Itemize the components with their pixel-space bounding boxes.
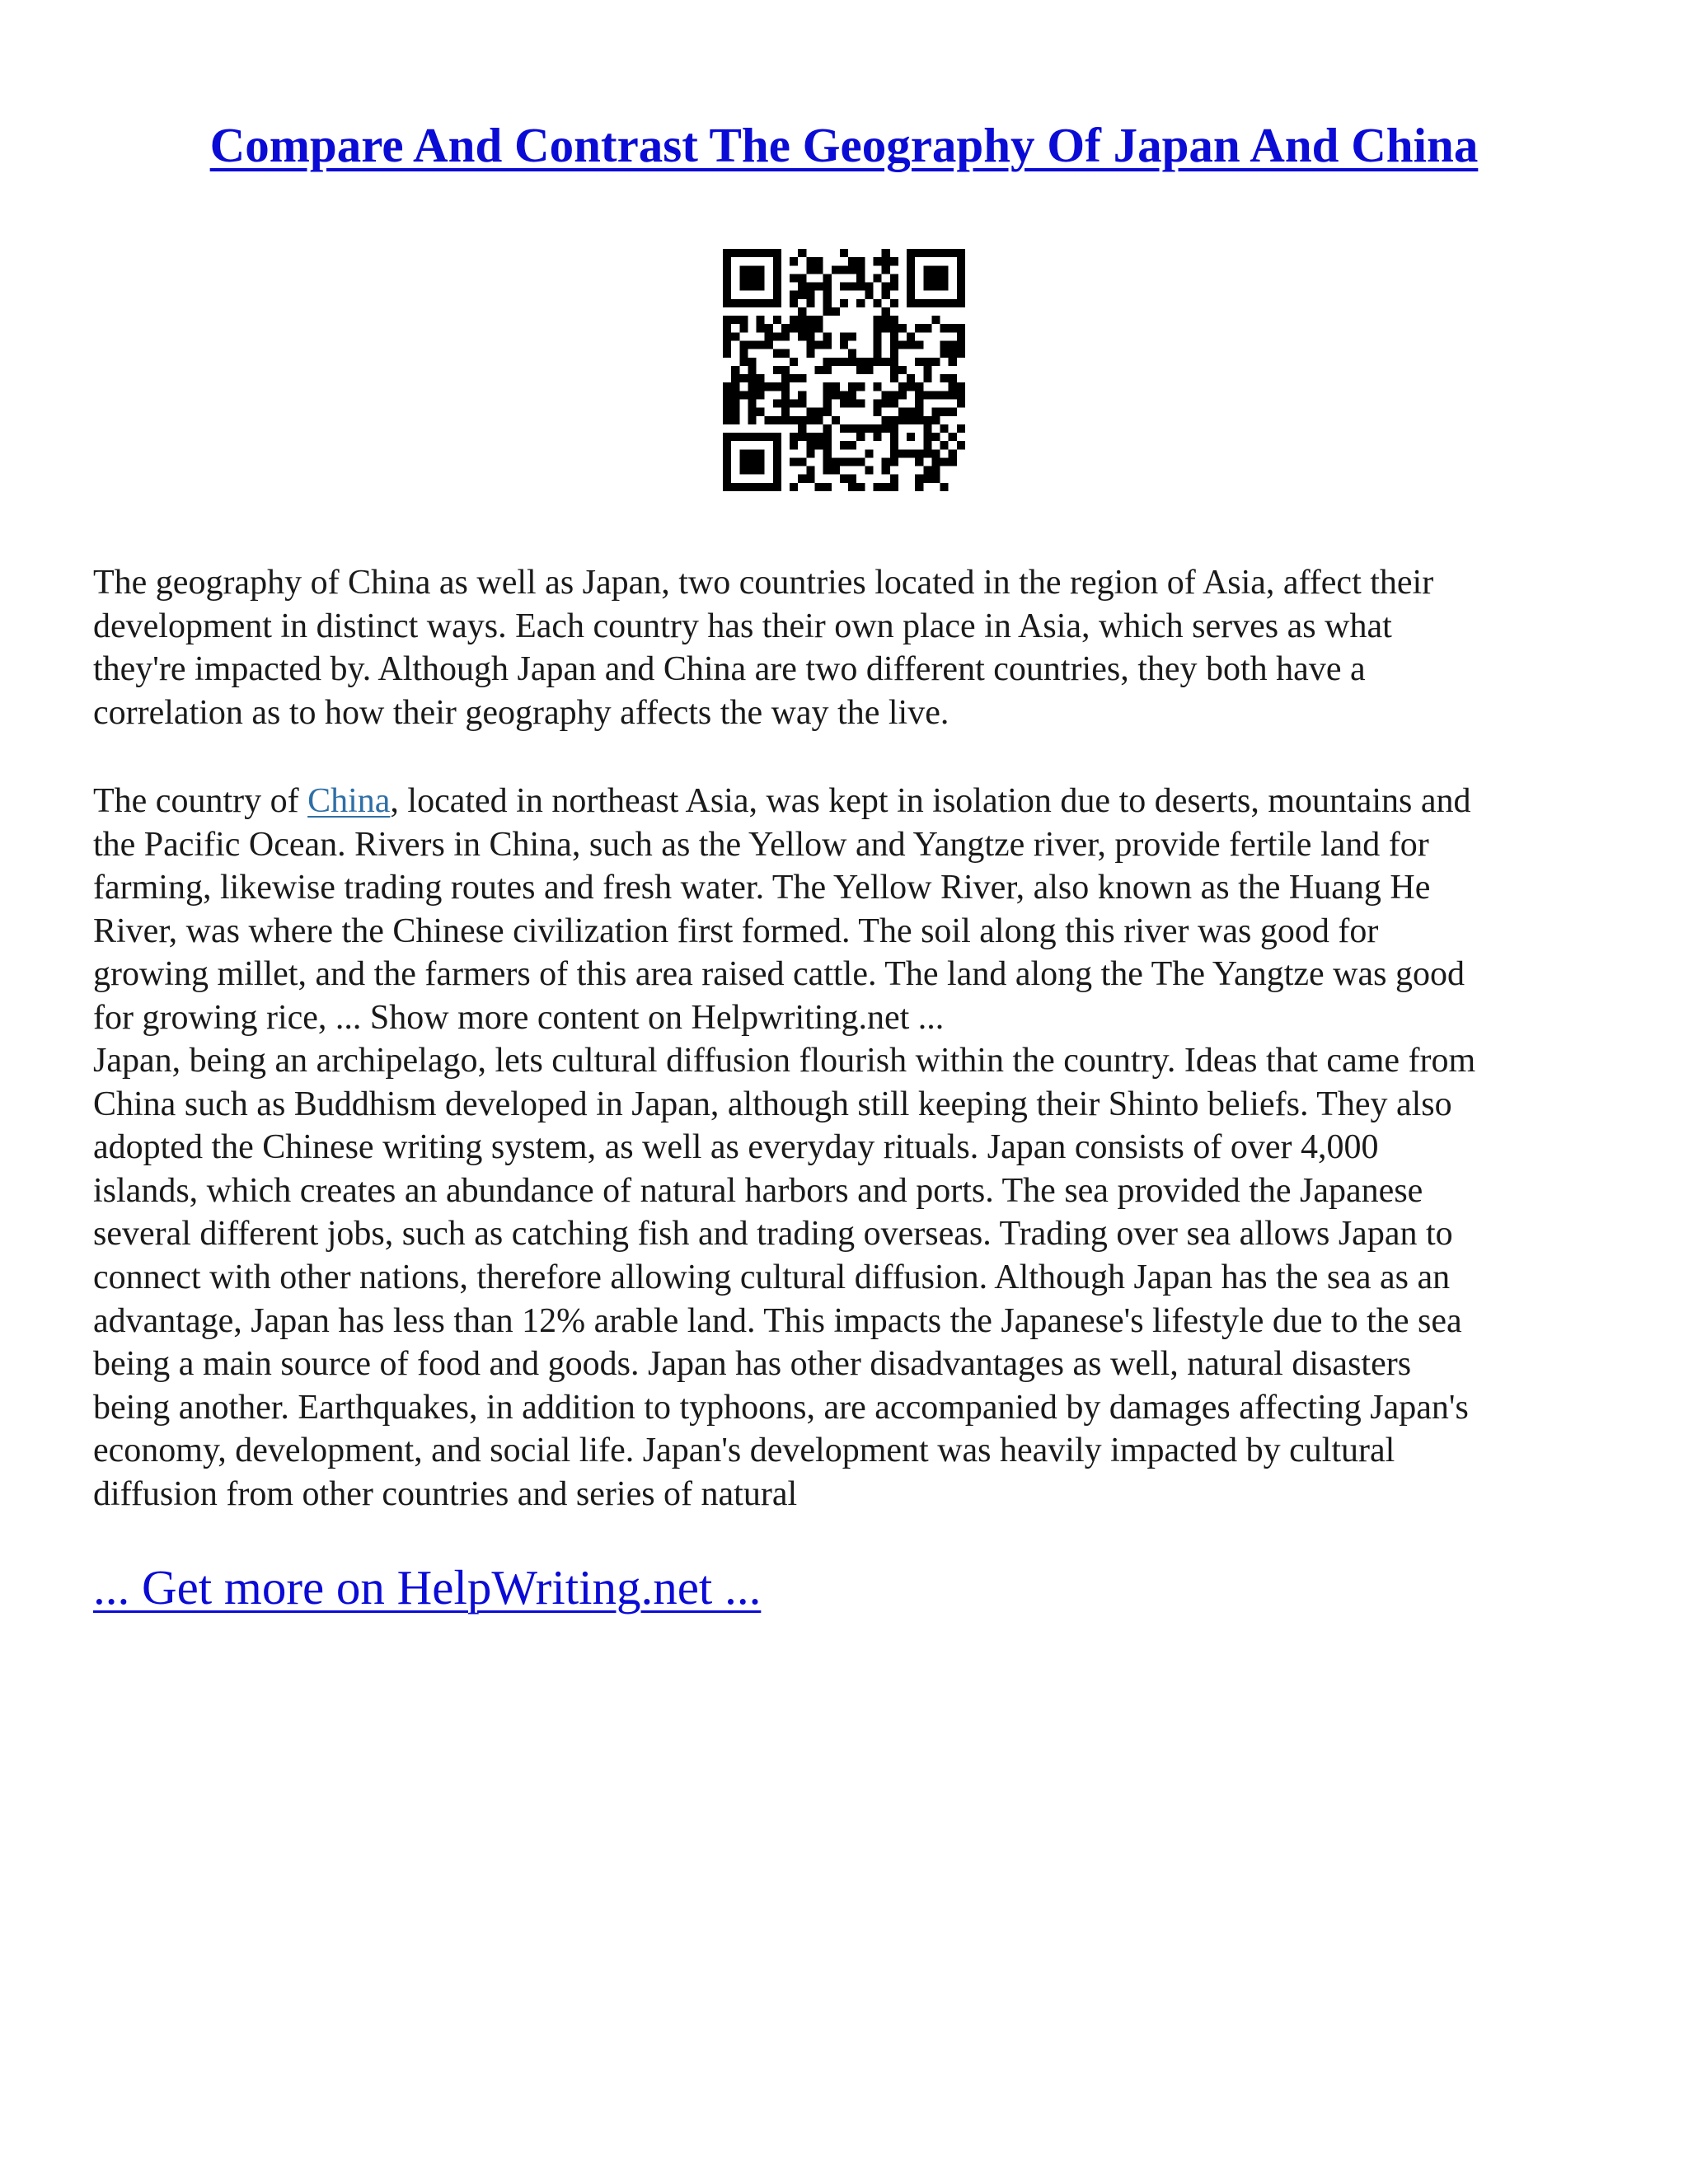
paragraph-text: , located in northeast Asia, was kept in isolation due to deserts, mountains and bbox=[390, 782, 1471, 820]
get-more-link[interactable]: ... Get more on HelpWriting.net ... bbox=[93, 1560, 762, 1615]
paragraph-line: being another. Earthquakes, in addition to typhoons, are accompanied by damages affecting Japan's bbox=[93, 1388, 1469, 1427]
qr-code-graphic bbox=[723, 249, 965, 491]
paragraph-line: the Pacific Ocean. Rivers in China, such as the Yellow and Yangtze river, provide fertile land for bbox=[93, 825, 1429, 864]
paragraph-line: correlation as to how their geography affects the way the live. bbox=[93, 693, 950, 732]
intro-paragraph bbox=[93, 561, 1597, 734]
paragraph-line: The geography of China as well as Japan, two countries located in the region of Asia, affect their bbox=[93, 564, 1434, 602]
paragraph-line: Japan, being an archipelago, lets cultural diffusion flourish within the country. Ideas that came from bbox=[93, 1042, 1476, 1080]
paragraph-line: advantage, Japan has less than 12% arable land. This impacts the Japanese's lifestyle due to the sea bbox=[93, 1301, 1462, 1340]
paragraph-line: growing millet, and the farmers of this area raised cattle. The land along the The Yangtze was good bbox=[93, 955, 1465, 994]
china-paragraph bbox=[93, 780, 1597, 1040]
paragraph-line: China such as Buddhism developed in Japan, although still keeping their Shinto beliefs. They also bbox=[93, 1085, 1452, 1123]
paragraph-line: for growing rice, ... Show more content on Helpwriting.net ... bbox=[93, 998, 945, 1037]
paragraph-text: The country of bbox=[93, 782, 308, 820]
page-title[interactable]: Compare And Contrast The Geography Of Japan And China bbox=[209, 118, 1479, 172]
japan-paragraph bbox=[93, 1039, 1597, 1516]
paragraph-line bbox=[93, 780, 1597, 823]
paragraph-line: River, was where the Chinese civilization first formed. The soil along this river was good for bbox=[93, 912, 1379, 950]
paragraph-line: they're impacted by. Although Japan and China are two different countries, they both have a bbox=[93, 650, 1366, 689]
paragraph-line: diffusion from other countries and series of natural bbox=[93, 1474, 798, 1513]
paragraph-line: connect with other nations, therefore allowing cultural diffusion. Although Japan has the sea as an bbox=[93, 1258, 1451, 1296]
paragraph-line: several different jobs, such as catching fish and trading overseas. Trading over sea allows Japan to bbox=[93, 1215, 1453, 1254]
paragraph-line: being a main source of food and goods. Japan has other disadvantages as well, natural disasters bbox=[93, 1345, 1412, 1384]
paragraph-line: adopted the Chinese writing system, as well as everyday rituals. Japan consists of over 4,000 bbox=[93, 1128, 1379, 1167]
paragraph-line: development in distinct ways. Each country has their own place in Asia, which serves as what bbox=[93, 607, 1392, 645]
qr-code-icon bbox=[723, 249, 965, 491]
paragraph-line: farming, likewise trading routes and fresh water. The Yellow River, also known as the Huang He bbox=[93, 869, 1431, 907]
china-link[interactable]: China bbox=[307, 782, 391, 820]
paragraph-line: economy, development, and social life. Japan's development was heavily impacted by cultural bbox=[93, 1432, 1395, 1470]
paragraph-line: islands, which creates an abundance of natural harbors and ports. The sea provided the Japanese bbox=[93, 1171, 1423, 1210]
